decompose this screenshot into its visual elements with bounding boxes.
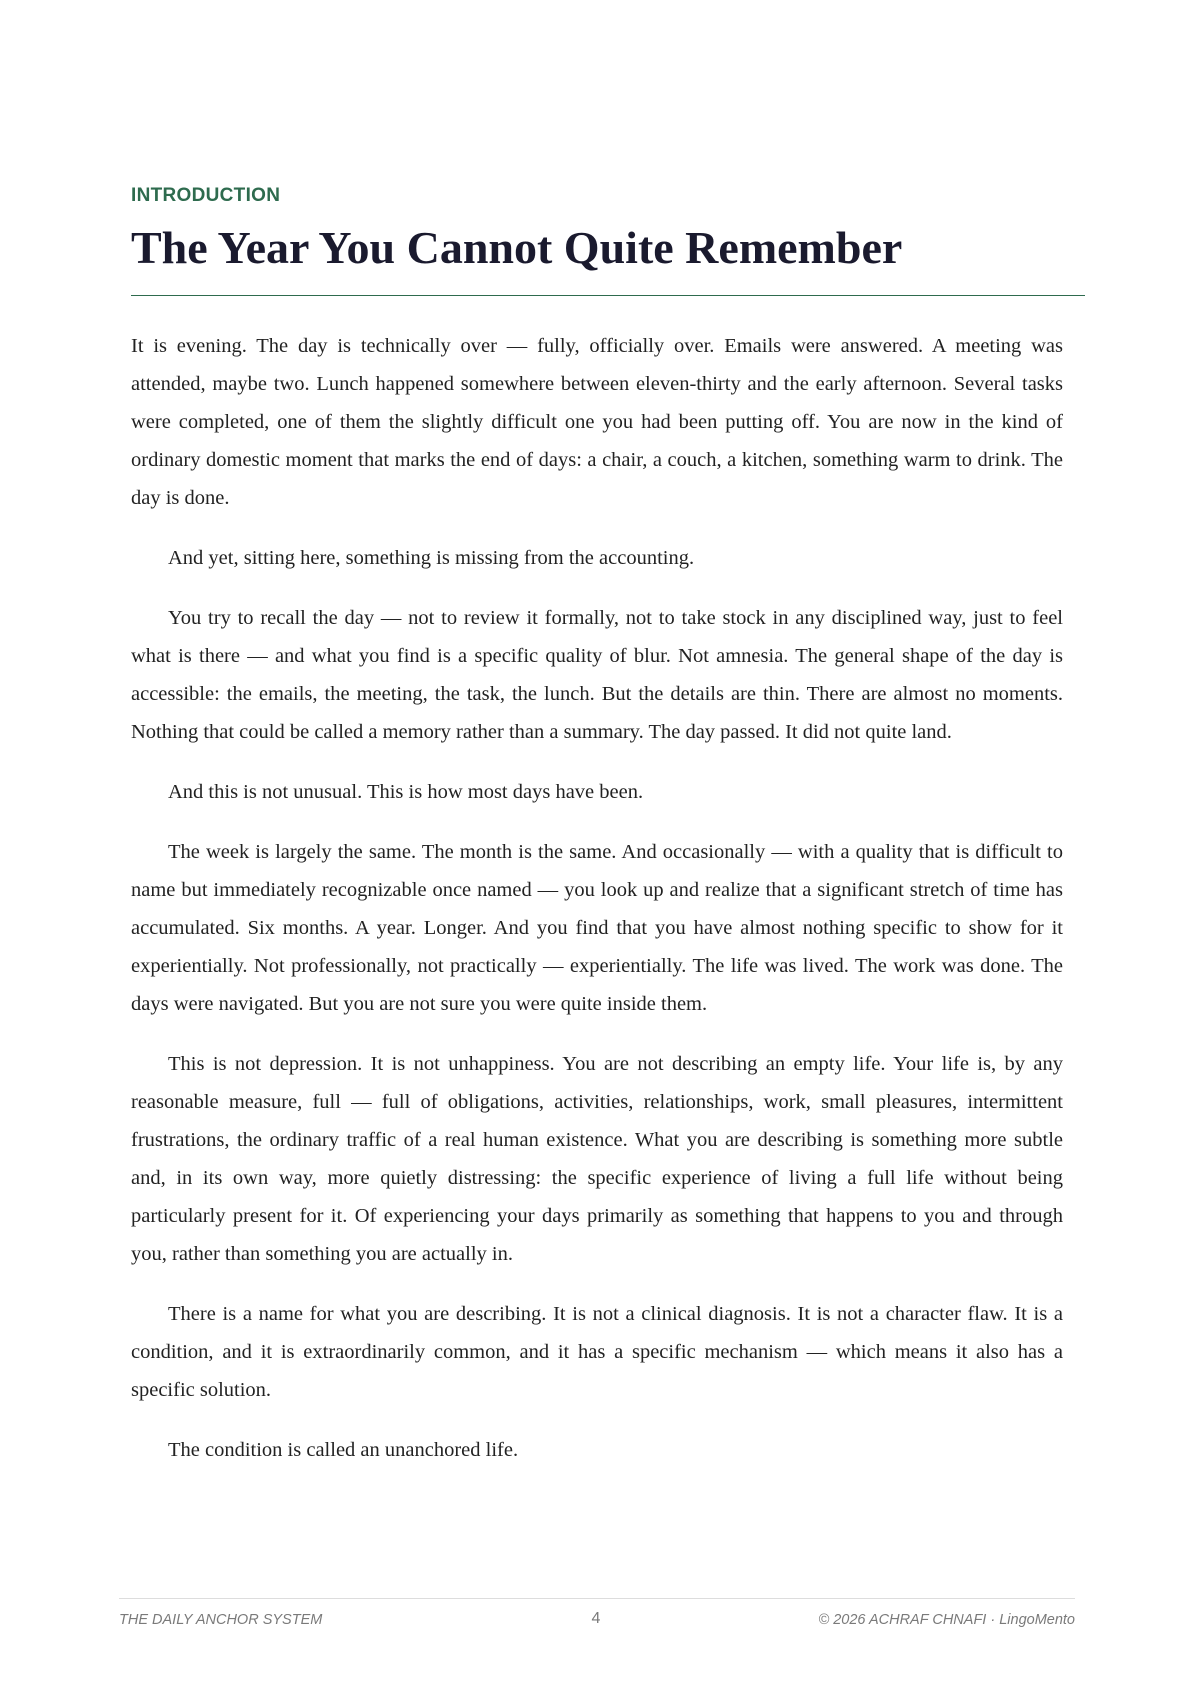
chapter-title: The Year You Cannot Quite Remember — [131, 222, 903, 273]
paragraph: The condition is called an unanchored life. — [168, 1439, 519, 1461]
title-divider — [131, 295, 1085, 296]
paragraph: This is not depression. It is not unhappiness. You are not describing an empty life. Your life is, by any reasonable measure, full — full of obligations, activities, relationships, work, small pleasures, intermittent frustrations, the ordinary traffic of a real human existence. What you are describing is something more subtle and, in its own way, more quietly distressing: the specific experience of living a full life without being particularly present for it. Of experiencing your days primarily as something that happens to you and through you, rather than something you are actually in. — [131, 1053, 1063, 1265]
footer-copyright: © 2026 ACHRAF CHNAFI · LingoMento — [818, 1612, 1075, 1628]
footer-book-title: THE DAILY ANCHOR SYSTEM — [119, 1612, 323, 1628]
page-number: 4 — [591, 1610, 601, 1627]
body-text — [131, 327, 1063, 1491]
paragraph: There is a name for what you are describing. It is not a clinical diagnosis. It is not a character flaw. It is a condition, and it is extraordinarily common, and it has a specific mechanism — which means it also has a specific solution. — [131, 1303, 1063, 1401]
paragraph: It is evening. The day is technically over — fully, officially over. Emails were answered. A meeting was attended, maybe two. Lunch happened somewhere between eleven-thirty and the early afternoon. Several tasks were completed, one of them the slightly difficult one you had been putting off. You are now in the kind of ordinary domestic moment that marks the end of days: a chair, a couch, a kitchen, something warm to drink. The day is done. — [131, 335, 1063, 509]
chapter-label: INTRODUCTION — [131, 185, 281, 206]
footer-divider — [119, 1598, 1075, 1599]
paragraph: You try to recall the day — not to review it formally, not to take stock in any disciplined way, just to feel what is there — and what you find is a specific quality of blur. Not amnesia. The general shape of the day is accessible: the emails, the meeting, the task, the lunch. But the details are thin. There are almost no moments. Nothing that could be called a memory rather than a summary. The day passed. It did not quite land. — [131, 607, 1063, 743]
paragraph: And this is not unusual. This is how most days have been. — [168, 781, 644, 803]
paragraph: And yet, sitting here, something is missing from the accounting. — [168, 547, 695, 569]
paragraph: The week is largely the same. The month is the same. And occasionally — with a quality that is difficult to name but immediately recognizable once named — you look up and realize that a significant stretch of time has accumulated. Six months. A year. Longer. And you find that you have almost nothing specific to show for it experientially. Not professionally, not practically — experientially. The life was lived. The work was done. The days were navigated. But you are not sure you were quite inside them. — [131, 841, 1063, 1015]
